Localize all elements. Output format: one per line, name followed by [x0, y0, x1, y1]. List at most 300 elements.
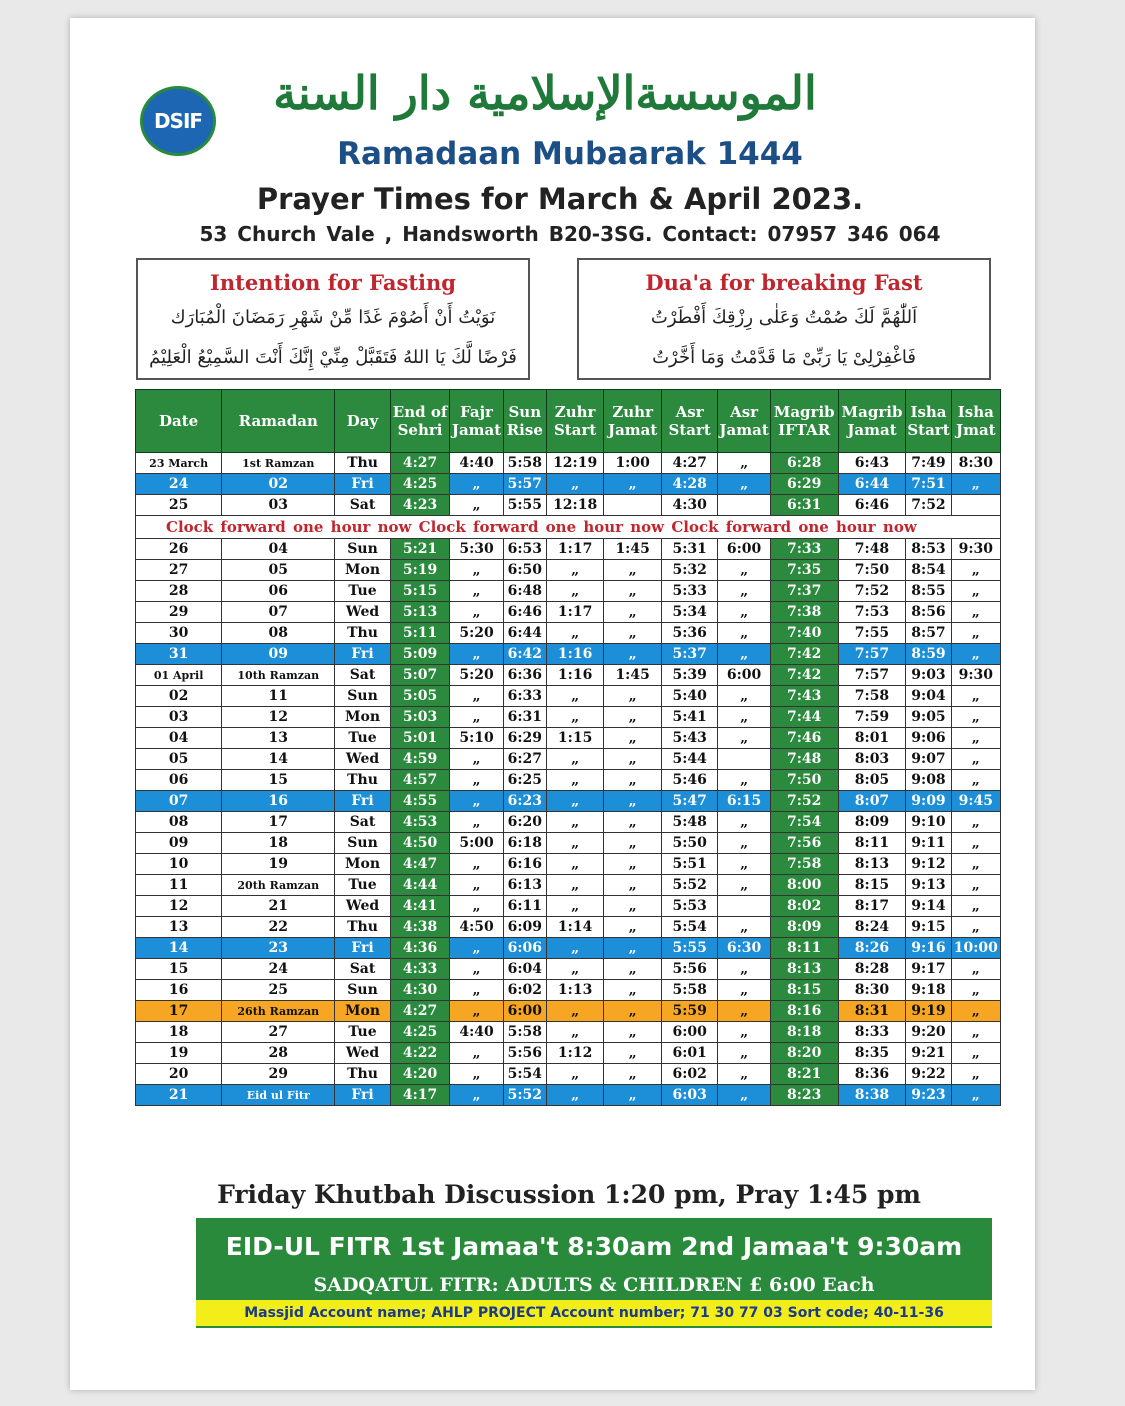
table-cell: „	[951, 812, 1000, 833]
table-cell: 27	[222, 1022, 335, 1043]
table-cell: 4:27	[661, 453, 718, 474]
table-cell: „	[951, 980, 1000, 1001]
table-row	[136, 474, 1001, 495]
table-cell: 8:26	[838, 938, 906, 959]
table-cell: „	[951, 560, 1000, 581]
table-cell: „	[718, 602, 770, 623]
table-cell: „	[546, 686, 604, 707]
table-cell: 21	[136, 1085, 222, 1106]
table-row	[136, 539, 1001, 560]
table-cell: 6:36	[503, 665, 546, 686]
table-cell: 6:44	[838, 474, 906, 495]
table-cell: „	[604, 875, 662, 896]
table-cell: 7:48	[838, 539, 906, 560]
table-cell: 1:16	[546, 644, 604, 665]
table-cell: 7:58	[770, 854, 838, 875]
table-cell: 26th Ramzan	[222, 1001, 335, 1022]
table-cell: „	[450, 770, 503, 791]
table-cell: 22	[222, 917, 335, 938]
table-cell: 5:09	[390, 644, 450, 665]
table-cell: 7:44	[770, 707, 838, 728]
column-header: Day	[335, 390, 390, 453]
table-cell	[604, 495, 662, 516]
table-cell: „	[718, 1001, 770, 1022]
table-cell: 5:43	[661, 728, 718, 749]
table-cell: 9:08	[906, 770, 951, 791]
table-row	[136, 453, 1001, 474]
table-cell: 12	[222, 707, 335, 728]
table-cell: „	[604, 707, 662, 728]
table-cell: 4:40	[450, 453, 503, 474]
table-cell: „	[951, 770, 1000, 791]
table-cell: Fri	[335, 644, 390, 665]
table-cell: 5:30	[450, 539, 503, 560]
table-cell: 7:57	[838, 665, 906, 686]
table-cell: 5:52	[661, 875, 718, 896]
table-cell: 19	[136, 1043, 222, 1064]
table-cell: 6:44	[503, 623, 546, 644]
table-cell: 4:23	[390, 495, 450, 516]
table-cell: „	[546, 875, 604, 896]
table-cell: 04	[222, 539, 335, 560]
table-cell: 10	[136, 854, 222, 875]
table-cell: „	[604, 474, 662, 495]
table-cell: „	[718, 728, 770, 749]
table-cell: „	[718, 581, 770, 602]
table-row	[136, 686, 1001, 707]
table-cell: 5:13	[390, 602, 450, 623]
table-cell: 7:33	[770, 539, 838, 560]
table-cell: 9:06	[906, 728, 951, 749]
table-cell: 8:09	[770, 917, 838, 938]
table-cell: „	[718, 623, 770, 644]
table-cell: 8:13	[770, 959, 838, 980]
dua-box	[577, 258, 991, 380]
table-cell: 5:01	[390, 728, 450, 749]
table-cell: 13	[222, 728, 335, 749]
table-cell: „	[604, 770, 662, 791]
table-cell: „	[546, 560, 604, 581]
table-cell: „	[450, 938, 503, 959]
table-cell: 03	[136, 707, 222, 728]
table-cell: 20th Ramzan	[222, 875, 335, 896]
table-row	[136, 833, 1001, 854]
column-header: Ramadan	[222, 390, 335, 453]
table-cell: „	[546, 1022, 604, 1043]
table-cell: Mon	[335, 560, 390, 581]
table-cell: 5:11	[390, 623, 450, 644]
table-cell: 9:21	[906, 1043, 951, 1064]
table-cell: 12:18	[546, 495, 604, 516]
intention-title: Intention for Fasting	[210, 270, 456, 295]
table-cell: „	[546, 791, 604, 812]
table-cell: 5:56	[503, 1043, 546, 1064]
table-cell: 1:15	[546, 728, 604, 749]
table-cell: 4:25	[390, 474, 450, 495]
table-cell: „	[604, 938, 662, 959]
table-cell: „	[450, 812, 503, 833]
table-cell: 24	[136, 474, 222, 495]
table-cell: 07	[222, 602, 335, 623]
table-cell	[718, 749, 770, 770]
table-cell: Sun	[335, 980, 390, 1001]
table-cell: Mon	[335, 1001, 390, 1022]
column-header: Date	[136, 390, 222, 453]
table-cell: 5:51	[661, 854, 718, 875]
table-cell: 06	[222, 581, 335, 602]
table-cell: 8:57	[906, 623, 951, 644]
table-cell: „	[951, 707, 1000, 728]
table-cell: „	[718, 686, 770, 707]
table-cell: 10:00	[951, 938, 1000, 959]
table-cell: 11	[136, 875, 222, 896]
table-cell: 9:05	[906, 707, 951, 728]
table-cell: 4:36	[390, 938, 450, 959]
table-cell: 5:56	[661, 959, 718, 980]
table-cell: „	[718, 707, 770, 728]
page-subtitle: Prayer Times for March & April 2023.	[256, 182, 864, 216]
table-cell: 4:50	[390, 833, 450, 854]
table-cell: 08	[222, 623, 335, 644]
table-cell: 9:04	[906, 686, 951, 707]
table-cell: 6:04	[503, 959, 546, 980]
table-cell: 9:15	[906, 917, 951, 938]
table-cell: 8:54	[906, 560, 951, 581]
table-cell: 9:12	[906, 854, 951, 875]
table-cell: 5:00	[450, 833, 503, 854]
table-cell: 7:50	[838, 560, 906, 581]
table-cell	[718, 495, 770, 516]
table-cell: 8:28	[838, 959, 906, 980]
table-cell: 7:52	[906, 495, 951, 516]
table-cell: 4:41	[390, 896, 450, 917]
table-cell: 5:54	[661, 917, 718, 938]
table-cell: 11	[222, 686, 335, 707]
prayer-times-table	[135, 389, 1001, 1106]
table-cell: 5:59	[661, 1001, 718, 1022]
table-cell: 9:30	[951, 665, 1000, 686]
table-cell: 6:15	[718, 791, 770, 812]
table-cell: 6:46	[838, 495, 906, 516]
table-cell: Eid ul Fitr	[222, 1085, 335, 1106]
table-cell: „	[951, 833, 1000, 854]
table-cell: „	[718, 1043, 770, 1064]
table-cell	[951, 495, 1000, 516]
table-cell: 6:09	[503, 917, 546, 938]
table-cell: 05	[136, 749, 222, 770]
table-cell: „	[546, 749, 604, 770]
table-cell: 6:42	[503, 644, 546, 665]
column-header: Zuhr Jamat	[604, 390, 662, 453]
table-header-row	[136, 390, 1001, 453]
table-cell: 8:17	[838, 896, 906, 917]
table-cell: 8:16	[770, 1001, 838, 1022]
table-cell: 1:17	[546, 602, 604, 623]
table-cell: „	[718, 1085, 770, 1106]
table-row	[136, 560, 1001, 581]
table-cell: 5:58	[661, 980, 718, 1001]
table-cell: 5:20	[450, 623, 503, 644]
clock-forward-notice-row	[136, 516, 1001, 539]
table-cell: „	[450, 896, 503, 917]
table-cell: 7:50	[770, 770, 838, 791]
table-cell: 4:28	[661, 474, 718, 495]
table-cell: 6:28	[770, 453, 838, 474]
table-cell: „	[604, 1001, 662, 1022]
table-cell: 6:29	[770, 474, 838, 495]
table-cell: 4:20	[390, 1064, 450, 1085]
arabic-title: الموسسةالإسلامية دار السنة	[273, 66, 817, 120]
table-cell: „	[604, 581, 662, 602]
table-cell: „	[450, 791, 503, 812]
table-cell: 14	[136, 938, 222, 959]
table-cell: „	[546, 833, 604, 854]
table-cell: Thu	[335, 917, 390, 938]
table-cell: 9:10	[906, 812, 951, 833]
table-cell: 7:43	[770, 686, 838, 707]
table-cell: Wed	[335, 896, 390, 917]
table-cell: 5:10	[450, 728, 503, 749]
table-cell: Sun	[335, 686, 390, 707]
table-cell: 5:21	[390, 539, 450, 560]
table-cell: 30	[136, 623, 222, 644]
table-cell: 18	[136, 1022, 222, 1043]
table-cell: „	[546, 770, 604, 791]
table-cell: 6:02	[661, 1064, 718, 1085]
table-cell: 7:59	[838, 707, 906, 728]
table-cell: 4:33	[390, 959, 450, 980]
table-row	[136, 938, 1001, 959]
column-header: Asr Start	[661, 390, 718, 453]
table-cell: 5:07	[390, 665, 450, 686]
table-cell: „	[951, 854, 1000, 875]
table-cell: 5:48	[661, 812, 718, 833]
table-cell: 8:55	[906, 581, 951, 602]
table-cell: 8:24	[838, 917, 906, 938]
table-cell: 8:38	[838, 1085, 906, 1106]
table-cell: 09	[136, 833, 222, 854]
table-cell: „	[718, 812, 770, 833]
table-cell: 8:05	[838, 770, 906, 791]
dua-arabic-line-2: فَاغْفِرْلِىْ يَا رَبِّىْ مَا قَدَّمْتُ وَمَا أَخَّرْتُ	[652, 347, 916, 368]
table-cell: 7:55	[838, 623, 906, 644]
column-header: Fajr Jamat	[450, 390, 503, 453]
intention-box	[136, 258, 530, 380]
table-cell: Wed	[335, 602, 390, 623]
table-cell: 4:30	[661, 495, 718, 516]
table-cell: 5:41	[661, 707, 718, 728]
table-cell: „	[718, 770, 770, 791]
table-cell: 13	[136, 917, 222, 938]
table-cell: 5:32	[661, 560, 718, 581]
table-cell: 7:46	[770, 728, 838, 749]
table-cell: „	[951, 644, 1000, 665]
table-cell: 7:38	[770, 602, 838, 623]
table-cell: 7:37	[770, 581, 838, 602]
table-cell: 8:03	[838, 749, 906, 770]
table-cell: „	[546, 896, 604, 917]
table-cell: „	[546, 707, 604, 728]
table-cell: 4:38	[390, 917, 450, 938]
table-cell: „	[718, 1064, 770, 1085]
column-header: End of Sehri	[390, 390, 450, 453]
table-cell: „	[546, 1001, 604, 1022]
table-cell: 4:40	[450, 1022, 503, 1043]
table-cell: 29	[136, 602, 222, 623]
table-cell: „	[951, 875, 1000, 896]
table-cell: 8:59	[906, 644, 951, 665]
table-row	[136, 495, 1001, 516]
table-cell: Thu	[335, 453, 390, 474]
table-cell: 6:31	[503, 707, 546, 728]
table-cell: 5:37	[661, 644, 718, 665]
table-cell: Fri	[335, 1085, 390, 1106]
table-cell: „	[951, 959, 1000, 980]
table-cell: 01 April	[136, 665, 222, 686]
table-cell: „	[718, 474, 770, 495]
table-cell: „	[951, 917, 1000, 938]
table-cell: „	[546, 581, 604, 602]
eid-banner	[196, 1218, 992, 1328]
table-cell: 6:31	[770, 495, 838, 516]
intention-arabic-line-1: نَوَيْتُ أَنْ أَصُوْمَ غَدًا مِّنْ شَهْرِ رَمَضَانَ الْمُبَارَك	[170, 307, 496, 328]
table-cell: „	[604, 833, 662, 854]
table-cell: 23 March	[136, 453, 222, 474]
table-cell: 4:27	[390, 453, 450, 474]
table-cell: 5:50	[661, 833, 718, 854]
table-cell: 6:00	[718, 665, 770, 686]
table-cell: „	[450, 602, 503, 623]
table-cell: „	[450, 474, 503, 495]
table-cell: 7:51	[906, 474, 951, 495]
table-cell: 4:17	[390, 1085, 450, 1106]
table-cell: „	[604, 602, 662, 623]
table-cell: 03	[222, 495, 335, 516]
table-cell: 5:20	[450, 665, 503, 686]
table-cell: 08	[136, 812, 222, 833]
table-cell: 8:18	[770, 1022, 838, 1043]
table-cell: 9:20	[906, 1022, 951, 1043]
table-cell: 6:01	[661, 1043, 718, 1064]
table-row	[136, 791, 1001, 812]
table-cell: „	[951, 581, 1000, 602]
table-cell: „	[951, 686, 1000, 707]
table-cell: 5:34	[661, 602, 718, 623]
table-cell: Thu	[335, 1064, 390, 1085]
table-cell: 9:11	[906, 833, 951, 854]
table-cell: 5:55	[503, 495, 546, 516]
table-cell: 06	[136, 770, 222, 791]
friday-khutbah-note: Friday Khutbah Discussion 1:20 pm, Pray 1:45 pm	[217, 1180, 921, 1209]
table-cell: „	[604, 623, 662, 644]
table-cell: 8:13	[838, 854, 906, 875]
table-cell: 8:01	[838, 728, 906, 749]
table-cell: 4:55	[390, 791, 450, 812]
table-cell: 9:19	[906, 1001, 951, 1022]
table-cell: 6:48	[503, 581, 546, 602]
table-cell: Sat	[335, 665, 390, 686]
table-cell: 4:53	[390, 812, 450, 833]
table-row	[136, 980, 1001, 1001]
table-cell: „	[951, 474, 1000, 495]
table-cell: 4:50	[450, 917, 503, 938]
table-cell: 7:58	[838, 686, 906, 707]
table-cell: 6:00	[661, 1022, 718, 1043]
table-cell: „	[546, 938, 604, 959]
table-cell: 1:00	[604, 453, 662, 474]
table-cell: 9:09	[906, 791, 951, 812]
table-cell: 6:50	[503, 560, 546, 581]
table-cell: Tue	[335, 581, 390, 602]
table-cell: Sun	[335, 539, 390, 560]
dua-title: Dua'a for breaking Fast	[645, 270, 923, 295]
table-cell: 21	[222, 896, 335, 917]
table-cell: Fri	[335, 791, 390, 812]
table-cell: „	[718, 560, 770, 581]
table-cell: 8:30	[838, 980, 906, 1001]
table-cell: 6:27	[503, 749, 546, 770]
table-cell: 4:47	[390, 854, 450, 875]
table-row	[136, 1064, 1001, 1085]
table-cell: „	[604, 560, 662, 581]
table-cell: „	[604, 854, 662, 875]
table-row	[136, 728, 1001, 749]
table-cell: 17	[136, 1001, 222, 1022]
table-cell: 6:23	[503, 791, 546, 812]
table-cell: 9:16	[906, 938, 951, 959]
table-cell: 9:23	[906, 1085, 951, 1106]
table-cell: 6:03	[661, 1085, 718, 1106]
table-cell: 1:16	[546, 665, 604, 686]
table-cell: „	[604, 1043, 662, 1064]
table-cell: Tue	[335, 728, 390, 749]
table-cell: Tue	[335, 875, 390, 896]
table-cell: „	[450, 749, 503, 770]
table-cell: Sat	[335, 959, 390, 980]
table-row	[136, 875, 1001, 896]
table-cell: Fri	[335, 938, 390, 959]
address-line: 53 Church Vale , Handsworth B20-3SG. Contact: 07957 346 064	[199, 222, 941, 246]
table-cell: „	[546, 812, 604, 833]
table-cell: 5:46	[661, 770, 718, 791]
table-cell: „	[951, 1064, 1000, 1085]
table-cell: 6:43	[838, 453, 906, 474]
table-cell: 5:58	[503, 1022, 546, 1043]
table-cell: „	[718, 644, 770, 665]
table-cell: Thu	[335, 623, 390, 644]
table-row	[136, 1043, 1001, 1064]
table-cell: 7:42	[770, 665, 838, 686]
table-cell: „	[450, 581, 503, 602]
table-cell: 6:53	[503, 539, 546, 560]
table-cell: 7:48	[770, 749, 838, 770]
table-cell: „	[951, 896, 1000, 917]
table-cell: 6:11	[503, 896, 546, 917]
table-cell: 02	[136, 686, 222, 707]
table-cell: „	[951, 749, 1000, 770]
table-cell: 25	[136, 495, 222, 516]
table-cell: 7:49	[906, 453, 951, 474]
table-cell: Fri	[335, 474, 390, 495]
table-cell: 4:57	[390, 770, 450, 791]
column-header: Isha Jmat	[951, 390, 1000, 453]
table-cell: 1:17	[546, 539, 604, 560]
table-cell: 9:18	[906, 980, 951, 1001]
table-cell: 8:30	[951, 453, 1000, 474]
table-row	[136, 1085, 1001, 1106]
table-cell: „	[604, 686, 662, 707]
table-cell: 8:23	[770, 1085, 838, 1106]
